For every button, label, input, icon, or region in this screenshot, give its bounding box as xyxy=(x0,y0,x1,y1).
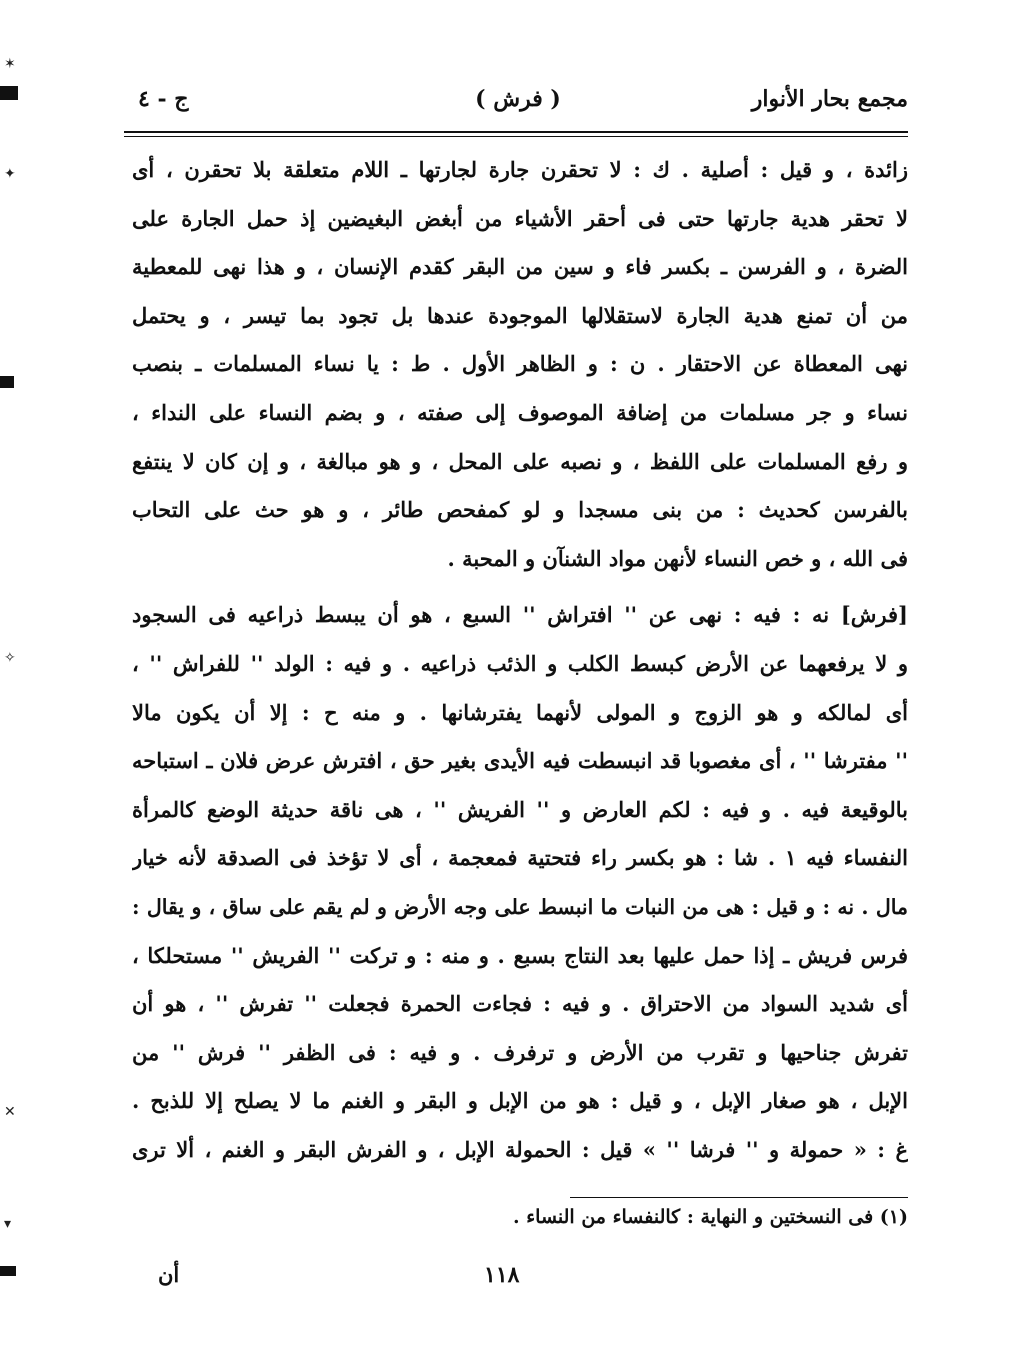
entry-heading: ( فرش ) xyxy=(475,86,561,112)
scan-edge-mark xyxy=(0,86,18,100)
text-line: لا تحقر هدية جارتها حتى فى أحقر الأشياء من أبغض البغيضين إذ حمل الجارة على xyxy=(132,205,908,231)
catchword: أن xyxy=(158,1262,180,1287)
text-line: فى الله ، و خص النساء لأنهن مواد الشنآن و المحبة . xyxy=(447,545,908,571)
text-line: غ : « حمولة و '' فرشا '' » قيل : الحمولة الإبل ، و الفرش البقر و الغنم ، ألا ترى xyxy=(132,1136,908,1162)
text-line: [فرش] نه : فيه : نهى عن '' افتراش '' السبع ، هو أن يبسط ذراعيه فى السجود xyxy=(132,602,908,628)
text-line: الضرة ، و الفرسن ـ بكسر فاء و سين من البقر كقدم الإنسان ، و هذا نهى للمعطية xyxy=(132,254,908,280)
text-line: بالوقيعة فيه . و فيه : لكم العارض و '' الفريش '' ، هى ناقة حديثة الوضع كالمرأة xyxy=(132,796,908,822)
footnote-rule xyxy=(570,1197,908,1198)
page-number: ١١٨ xyxy=(484,1262,520,1288)
text-line: نهى المعطاة عن الاحتقار . ن : و الظاهر الأول . ط : يا نساء المسلمات ـ بنصب xyxy=(132,351,908,377)
scan-edge-mark xyxy=(0,376,14,388)
text-line: نساء و جر مسلمات من إضافة الموصوف إلى صفته ، و بضم النساء على النداء ، xyxy=(132,399,908,425)
text-line: و لا يرفعهما عن الأرض كبسط الكلب و الذئب ذراعيه . و فيه : الولد '' للفراش '' ، xyxy=(132,650,908,676)
main-text xyxy=(132,146,908,1174)
text-line: بالفرسن كحديث : من بنى مسجدا و لو كمفحص طائر ، و هو حث على التحاب xyxy=(132,497,908,523)
header-rule xyxy=(124,131,908,133)
text-line: أى لمالكه و هو الزوج و المولى لأنهما يفترشانها . و منه ح : إلا أن يكون مالا xyxy=(132,699,908,725)
footnote: (١) فى النسختين و النهاية : كالنفساء من النساء . xyxy=(513,1206,908,1228)
text-line: و رفع المسلمات على اللفظ ، و نصبه على المحل ، و هو مبالغة ، و إن كان لا ينتفع xyxy=(132,448,908,474)
text-line: مال . نه : و قيل : هى من النبات ما انبسط على وجه الأرض و لم يقم على ساق ، و يقال : xyxy=(132,894,908,919)
header-rule-thin xyxy=(124,136,908,137)
text-line: أى شديد السواد من الاحتراق . و فيه : فجاءت الحمرة فجعلت '' تفرش '' ، هو أن xyxy=(132,991,908,1017)
text-line: زائدة ، و قيل : أصلية . ك : لا تحقرن جارة لجارتها ـ اللام متعلقة بلا تحقرن ، أى xyxy=(132,157,908,182)
text-line: تفرش جناحيها و تقرب من الأرض و ترفرف . و فيه : فى الظفر '' فرش '' من xyxy=(132,1039,908,1065)
scan-edge-speck: ✧ xyxy=(4,650,16,666)
running-header xyxy=(128,86,908,130)
volume-number: ج - ٤ xyxy=(138,86,189,112)
book-title: مجمع بحار الأنوار xyxy=(751,86,908,112)
text-line: من أن تمنع هدية الجارة لاستقلالها الموجودة عندها بل تجود بما تيسر ، و يحتمل xyxy=(132,302,908,328)
scan-edge-mark xyxy=(0,1266,16,1276)
scan-edge-speck: ✕ xyxy=(4,1104,16,1120)
scan-edge-speck: ✦ xyxy=(4,166,16,182)
scan-edge-speck: ✶ xyxy=(4,56,16,72)
text-line: '' مفترشا '' ، أى مغصوبا قد انبسطت فيه الأيدى بغير حق ، افترش عرض فلان ـ استباحه xyxy=(132,748,908,774)
paragraph-gap xyxy=(132,583,908,591)
scan-edge-speck: ▾ xyxy=(4,1216,12,1232)
text-line: الإبل ، هو صغار الإبل ، و قيل : هو من الإبل و البقر و الغنم ما لا يصلح إلا للذبح . xyxy=(132,1088,908,1114)
text-line: النفساء فيه ١ . شا : هو بكسر راء فتحتية فمعجمة ، أى لا تؤخذ فى الصدقة لأنه خيار xyxy=(132,845,908,871)
text-line: فرس فريش ـ إذا حمل عليها بعد النتاج بسبع . و منه : و تركت '' الفريش '' مستحلكا ، xyxy=(132,942,908,968)
